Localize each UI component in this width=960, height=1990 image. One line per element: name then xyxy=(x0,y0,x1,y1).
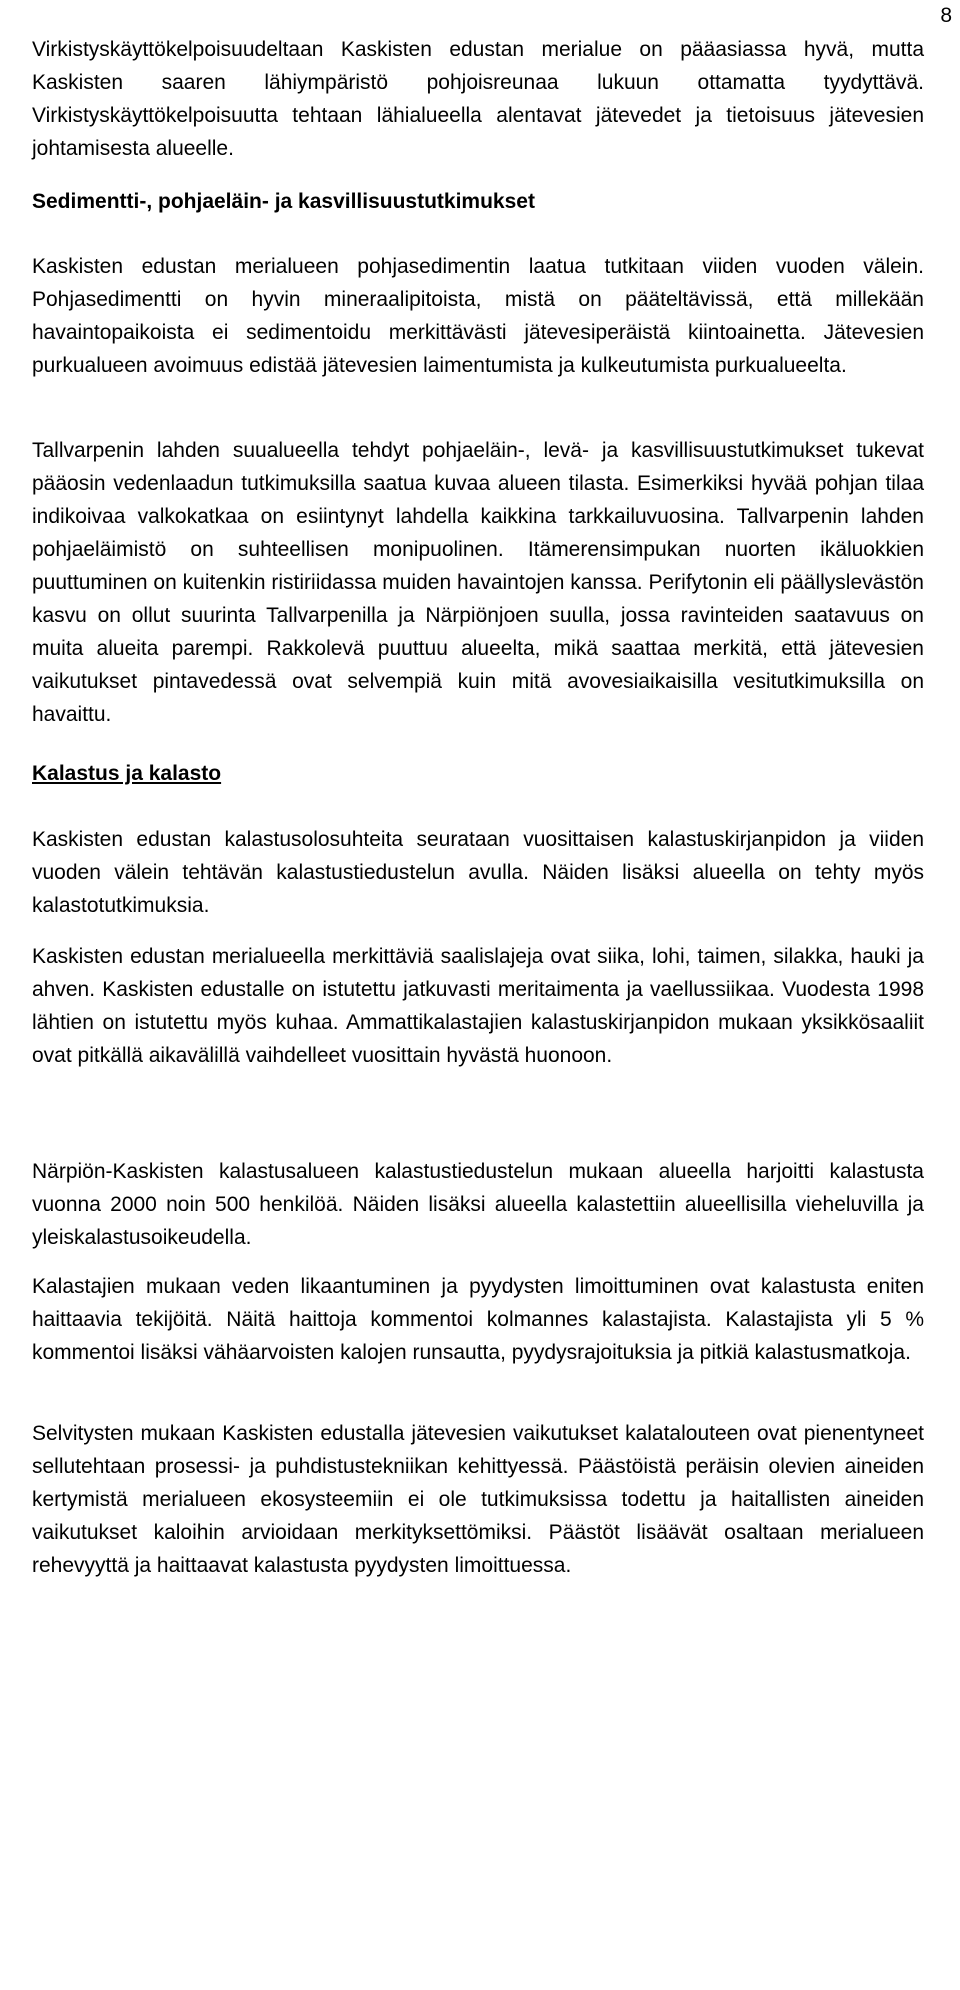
paragraph-benthic: Tallvarpenin lahden suualueella tehdyt pohjaeläin-, levä- ja kasvillisuustutkimukset tukevat pääosin vedenlaadun tutkimuksilla saatua kuvaa alueen tilasta. Esimerkiksi hyvää pohjan tilaa indikoivaa valkokatkaa on esiintynyt lahdella kaikkina tarkkailuvuosina. Tallvarpenin lahden pohjaeläimistö on suhteellisen monipuolinen. Itämerensimpukan nuorten ikäluokkien puuttuminen on kuitenkin ristiriidassa muiden havaintojen kanssa. Perifytonin eli päällyslevästön kasvu on ollut suurinta Tallvarpenilla ja Närpiönjoen suulla, jossa ravinteiden saatavuus on muita alueita parempi. Rakkolevä puuttuu alueelta, mikä saattaa merkitä, että jätevesien vaikutukset pintavedessä ovat selvempiä kuin mitä avovesiaikaisilla vesitutkimuksilla on havaittu. xyxy=(32,439,924,726)
paragraph-sediment: Kaskisten edustan merialueen pohjasedimentin laatua tutkitaan viiden vuoden välein. Pohjasedimentti on hyvin mineraalipitoista, mistä on pääteltävissä, että millekään havaintopaikoista ei sedimentoidu merkittävästi jätevesiperäistä kiintoainetta. Jätevesien purkualueen avoimuus edistää jätevesien laimentumista ja kulkeutumista purkualueelta. xyxy=(32,255,924,377)
heading-fishing: Kalastus ja kalasto xyxy=(32,762,222,785)
heading-sediment-studies: Sedimentti-, pohjaeläin- ja kasvillisuustutkimukset xyxy=(32,190,535,213)
paragraph-catch-species: Kaskisten edustan merialueella merkittäviä saalislajeja ovat siika, lohi, taimen, silakka, hauki ja ahven. Kaskisten edustalle on istutettu jatkuvasti meritaimenta ja vaellussiikaa. Vuodesta 1998 lähtien on istutettu myös kuhaa. Ammattikalastajien kalastuskirjanpidon mukaan yksikkösaaliit ovat pitkällä aikavälillä vaihdelleet vuosittain hyvästä huonoon. xyxy=(32,945,924,1067)
paragraph-fishing-monitoring: Kaskisten edustan kalastusolosuhteita seurataan vuosittaisen kalastuskirjanpidon ja viiden vuoden välein tehtävän kalastustiedustelun avulla. Näiden lisäksi alueella on tehty myös kalastotutkimuksia. xyxy=(32,828,924,917)
paragraph-wastewater-effects: Selvitysten mukaan Kaskisten edustalla jätevesien vaikutukset kalatalouteen ovat pienentyneet sellutehtaan prosessi- ja puhdistustekniikan kehittyessä. Päästöistä peräisin olevien aineiden kertymistä merialueen ekosysteemiin ei ole tutkimuksissa todettu ja haitallisten aineiden vaikutukset kaloihin arvioidaan merkityksettömiksi. Päästöt lisäävät osaltaan merialueen rehevyyttä ja haittaavat kalastusta pyydysten limoittuessa. xyxy=(32,1422,924,1577)
paragraph-fishing-survey: Närpiön-Kaskisten kalastusalueen kalastustiedustelun mukaan alueella harjoitti kalastusta vuonna 2000 noin 500 henkilöä. Näiden lisäksi alueella kalastettiin alueellisilla vieheluvilla ja yleiskalastusoikeudella. xyxy=(32,1160,924,1249)
paragraph-recreational-use: Virkistyskäyttökelpoisuudeltaan Kaskisten edustan merialue on pääasiassa hyvä, mutta Kaskisten saaren lähiympäristö pohjoisreunaa lukuun ottamatta tyydyttävä. Virkistyskäyttökelpoisuutta tehtaan lähialueella alentavat jätevedet ja tietoisuus jätevesien johtamisesta alueelle. xyxy=(32,38,924,160)
paragraph-fishing-harms: Kalastajien mukaan veden likaantuminen ja pyydysten limoittuminen ovat kalastusta eniten haittaavia tekijöitä. Näitä haittoja kommentoi kolmannes kalastajista. Kalastajista yli 5 % kommentoi lisäksi vähäarvoisten kalojen runsautta, pyydysrajoituksia ja pitkiä kalastusmatkoja. xyxy=(32,1275,924,1364)
page-number: 8 xyxy=(940,4,952,27)
